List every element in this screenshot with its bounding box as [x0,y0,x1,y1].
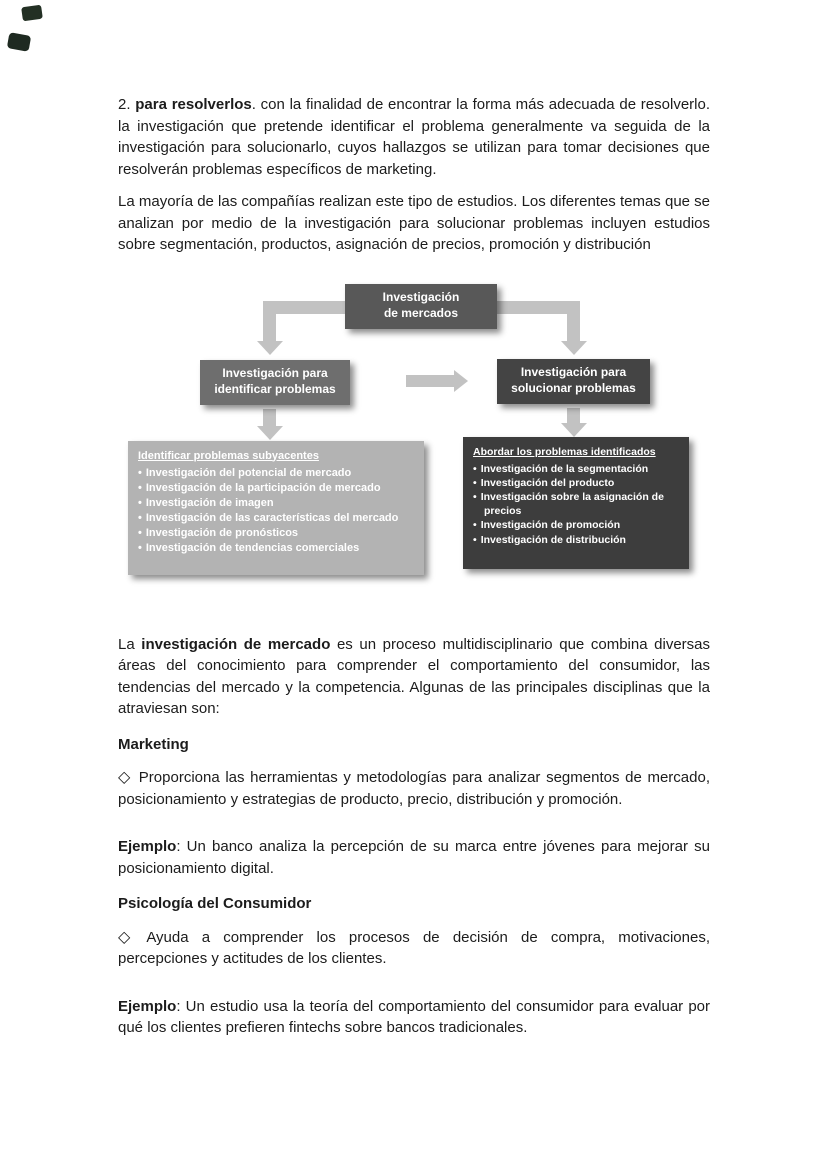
paragraph-companias [118,191,710,256]
bullet-marker: • [138,482,142,495]
list-item [473,533,683,547]
text-run: : Un estudio usa la teoría del comportamiento del consumidor para evaluar por qué los clientes prefieren fintechs sobre bancos tradicionales. [118,997,710,1036]
heading-marketing: Marketing [118,735,189,753]
arrow-middle-right-head-icon [454,370,468,392]
paragraph-marketing-bullet [118,766,710,810]
bullet-marker: • [473,491,477,504]
text-run: . con la finalidad de encontrar la forma más adecuada de resolverlo. la investigación que pretende identificar el problema generalmente va seguida de la investigación para solucionarlo, cuyos hallazgos se utilizan para tomar decisiones que resolverán problemas específicos de marketing. [118,96,710,178]
list-item [138,541,420,556]
diagram-list-problemas-identificados [463,437,689,569]
heading-psicologia-consumidor: Psicología del Consumidor [118,895,312,912]
arrow-down-left-segment [263,409,276,426]
diagram-box-identificar-problemas [200,360,350,405]
text-run: Ayuda a comprender los procesos de decisión de compra, motivaciones, percepciones y actitudes de los clientes. [118,928,710,967]
list-item-text: Investigación de promoción [480,519,621,532]
bullet-marker: • [473,519,477,532]
list-item-text: Investigación de la segmentación [480,462,649,475]
text-run: La mayoría de las compañías realizan este tipo de estudios. Los diferentes temas que se analizan por medio de la investigación para solucionar problemas incluyen estudios sobre segmentación, productos, asignación de precios, promoción y distribución [118,193,711,253]
list-item-text: Investigación de tendencias comerciales [145,541,360,554]
bullet-marker: • [138,497,142,510]
arrow-left-down-head-icon [257,341,283,355]
bold-run: investigación de mercado [141,635,331,653]
paragraph-psicologia-bullet [118,926,710,970]
diagram-list-title: Identificar problemas subyacentes [138,449,319,462]
bullet-marker: • [138,526,142,539]
box-label-line: solucionar problemas [511,381,636,395]
diagram-list-title: Abordar los problemas identificados [473,445,656,458]
diamond-icon: ◇ [118,767,132,786]
text-run: La [118,635,142,653]
bold-run: Ejemplo [118,997,177,1015]
list-number: 2. [118,96,136,113]
box-label-line: Investigación para [222,366,328,381]
list-item-text: Investigación del producto [480,476,615,489]
list-item-text: Investigación sobre la asignación de precios [480,491,664,518]
bullet-marker: • [473,462,477,475]
list-item [473,476,683,490]
arrow-down-right-head-icon [561,423,587,437]
arrow-down-right-segment [567,408,580,423]
list-item [138,481,420,496]
arrow-right-vertical-segment [567,301,580,341]
paragraph-ejemplo-fintech [118,996,710,1039]
paragraph-ejemplo-banco [118,836,710,879]
bold-run: Ejemplo [118,838,177,855]
bullet-marker: • [138,541,142,554]
list-item-text: Investigación de las características del mercado [145,511,399,524]
list-item [473,518,683,532]
box-label-line: de mercados [383,306,459,320]
bold-run: para resolverlos [135,96,252,113]
bullet-marker: • [138,511,142,524]
diagram-list-problemas-subyacentes [128,441,424,575]
arrow-left-vertical-segment [263,301,276,341]
list-item [138,496,420,511]
list-item [473,462,683,476]
flow-diagram [118,278,710,578]
list-item-text: Investigación de la participación de mercado [145,482,381,495]
diagram-box-solucionar-problemas [497,359,650,404]
box-label-line: identificar problemas [214,382,336,396]
arrow-right-down-head-icon [561,341,587,355]
list-item [473,490,683,518]
paragraph-investigacion-mercado [118,634,710,720]
list-item [138,511,420,526]
list-item [138,526,420,541]
text-run: : Un banco analiza la percepción de su marca entre jóvenes para mejorar su posicionamiento digital. [118,838,710,877]
list-item-text: Investigación de distribución [480,533,626,546]
bullet-marker: • [473,533,477,546]
bullet-marker: • [138,467,142,480]
ink-smudge-artifact [21,5,43,22]
arrow-middle-segment [406,375,454,387]
list-item-text: Investigación del potencial de mercado [145,467,352,480]
bullet-marker: • [473,476,477,489]
text-run: es un proceso multidisciplinario que combina diversas áreas del conocimiento para comprender el comportamiento del consumidor, las tendencias del mercado y la competencia. Algunas de las principales disciplinas que la atraviesan son: [118,635,710,717]
box-label-line: Investigación [382,290,460,305]
diamond-icon: ◇ [118,926,140,946]
text-run: Proporciona las herramientas y metodologías para analizar segmentos de mercado, posicionamiento y estrategias de producto, precio, distribución y promoción. [118,769,710,808]
paragraph-resolverlos [118,94,710,180]
list-item [138,466,420,481]
box-label-line: Investigación para [520,365,627,380]
arrow-down-left-head-icon [257,426,283,440]
list-item-text: Investigación de imagen [145,497,274,510]
diagram-box-investigacion-mercados [345,284,497,329]
list-item-text: Investigación de pronósticos [145,526,299,539]
ink-smudge-artifact [7,32,31,52]
